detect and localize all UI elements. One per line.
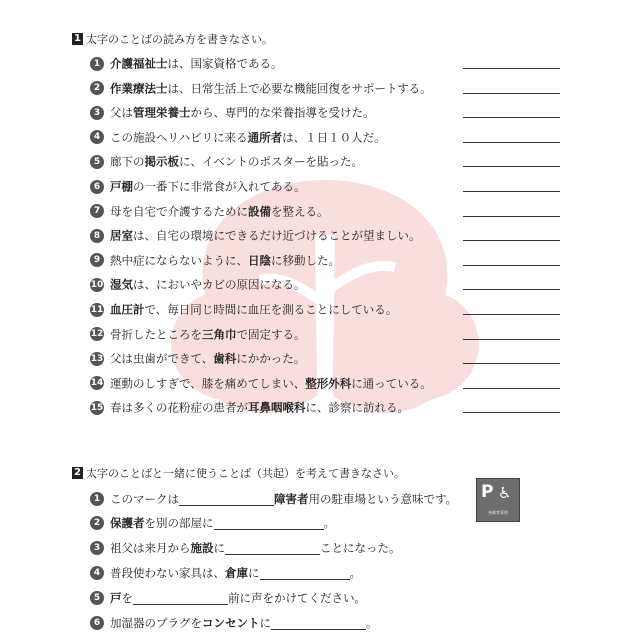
answer-line[interactable] [463, 68, 560, 69]
answer-blank[interactable] [225, 542, 320, 555]
question-bold-term: 血圧計 [110, 302, 145, 317]
question-bold-term: 施設 [190, 541, 214, 556]
sign-caption: 身障者専用 [488, 510, 508, 515]
question-text-post: は、国家資格である。 [167, 56, 283, 71]
question-bold-term: 管理栄養士 [133, 105, 191, 120]
question-text-pre: 祖父は来月から [110, 541, 191, 556]
question-row [90, 490, 565, 506]
question-text [110, 303, 397, 317]
question-text-post: で固定する。 [236, 327, 306, 342]
question-bold-term: 居室 [110, 228, 133, 243]
question-row [90, 515, 565, 531]
question-bold-term: 日陰 [248, 253, 271, 268]
question-text-post: 用の駐車場という意味です。 [308, 491, 458, 506]
question-bold-term: 湿気 [110, 277, 133, 292]
question-text-post: に移動した。 [271, 253, 340, 268]
question-text-post: に、診察に訪れる。 [305, 400, 409, 415]
question-text-post: に [259, 615, 271, 630]
question-row [90, 589, 565, 605]
question-number: 12 [90, 329, 104, 340]
question-text-trailing: 。 [349, 565, 361, 580]
question-bold-term: 戸棚 [110, 179, 133, 194]
question-text [110, 81, 432, 95]
question-number: 11 [90, 304, 104, 315]
question-text-post: は、１日１０人だ。 [282, 130, 386, 145]
answer-line[interactable] [463, 265, 560, 266]
question-text [110, 106, 375, 120]
section1-number: 1 [72, 33, 83, 45]
question-number: 14 [90, 378, 104, 389]
section2-heading [72, 465, 405, 481]
question-number: 5 [90, 591, 104, 605]
answer-line[interactable] [463, 412, 560, 413]
question-number: 7 [90, 204, 104, 218]
question-text-post: は、日常生活上で必要な機能回復をサポートする。 [167, 81, 432, 96]
question-bold-term: 三角巾 [202, 327, 237, 342]
question-text-trailing: ことになった。 [320, 541, 401, 556]
question-row [90, 540, 565, 556]
answer-line[interactable] [463, 216, 560, 217]
question-bold-term: 通所者 [247, 130, 283, 145]
question-text [110, 352, 305, 366]
answer-line[interactable] [463, 363, 560, 364]
answer-line[interactable] [463, 388, 560, 389]
answer-line[interactable] [463, 117, 560, 118]
question-text-trailing: 前に声をかけてください。 [228, 590, 366, 605]
question-text-post: に通っている。 [351, 376, 432, 391]
question-text-pre: 父は虫歯ができて、 [110, 351, 214, 366]
question-text [110, 57, 283, 71]
question-bold-term: 設備 [248, 204, 271, 219]
question-bold-term: 障害者 [274, 491, 309, 506]
question-text-pre: 父は [110, 105, 133, 120]
section1-heading [72, 31, 273, 47]
question-text-post: は、自宅の環境にできるだけ近づけることが望ましい。 [133, 228, 421, 243]
question-bold-term: 歯科 [213, 351, 237, 366]
question-number: 6 [90, 180, 104, 194]
question-text [110, 278, 306, 292]
answer-line[interactable] [463, 166, 560, 167]
question-number: 10 [90, 279, 104, 290]
question-text-pre: 運動のしすぎで、膝を痛めてしまい、 [110, 376, 306, 391]
question-text [110, 616, 378, 630]
answer-line[interactable] [463, 93, 560, 94]
question-text [110, 155, 363, 169]
question-text [110, 566, 361, 580]
question-text-post: の一番下に非常食が入れてある。 [133, 179, 306, 194]
answer-blank[interactable] [214, 517, 324, 530]
question-text-pre: 春は多くの花粉症の患者が [110, 400, 248, 415]
question-text-post: で、毎日同じ時間に血圧を測ることにしている。 [144, 302, 398, 317]
question-text-trailing: 。 [323, 516, 335, 531]
question-text-pre: 熱中症にならないように、 [110, 253, 248, 268]
question-text [110, 253, 340, 267]
question-text [110, 180, 306, 194]
question-text [110, 204, 329, 218]
question-bold-term: 保護者 [110, 516, 145, 531]
question-number: 4 [90, 130, 104, 144]
question-bold-term: 作業療法士 [110, 81, 168, 96]
question-text-pre: この施設へリハビリに来る [110, 130, 248, 145]
question-number: 1 [90, 492, 104, 506]
answer-blank[interactable] [179, 493, 274, 506]
question-text-pre: このマークは [110, 491, 179, 506]
answer-line[interactable] [463, 240, 560, 241]
answer-line[interactable] [463, 339, 560, 340]
question-text-pre: 母を自宅で介護するために [110, 204, 248, 219]
answer-line[interactable] [463, 289, 560, 290]
question-text-pre: 骨折したところを [110, 327, 202, 342]
question-number: 5 [90, 155, 104, 169]
question-number: 15 [90, 402, 104, 413]
question-text-post: にかかった。 [236, 351, 306, 366]
question-text-post: は、においやカビの原因になる。 [133, 277, 306, 292]
question-number: 3 [90, 106, 104, 120]
question-text [110, 541, 401, 555]
question-text [110, 516, 335, 530]
answer-blank[interactable] [133, 592, 228, 605]
question-number: 9 [90, 253, 104, 267]
question-bold-term: 耳鼻咽喉科 [248, 400, 306, 415]
question-bold-term: 戸 [110, 590, 122, 605]
question-text-post: に、イベントのポスターを貼った。 [179, 154, 363, 169]
question-number: 13 [90, 353, 104, 364]
question-row [90, 614, 565, 630]
question-text [110, 492, 457, 506]
answer-line[interactable] [463, 142, 560, 143]
question-number: 8 [90, 229, 104, 243]
section2-number: 2 [72, 467, 83, 479]
question-text-post: に [213, 541, 225, 556]
answer-line[interactable] [463, 314, 560, 315]
question-text-pre: 普段使わない家具は、 [110, 565, 225, 580]
parking-letter: P [481, 482, 494, 502]
question-text-post: に [248, 565, 260, 580]
question-number: 2 [90, 81, 104, 95]
question-text [110, 376, 432, 390]
question-text [110, 591, 366, 605]
question-bold-term: 介護福祉士 [110, 56, 168, 71]
question-number: 4 [90, 566, 104, 580]
question-text-post: を [121, 590, 133, 605]
question-bold-term: 整形外科 [305, 376, 352, 391]
question-text [110, 401, 409, 415]
question-row [90, 564, 565, 580]
question-text-post: を整える。 [271, 204, 329, 219]
question-text-pre: 廊下の [110, 154, 145, 169]
question-bold-term: 倉庫 [225, 565, 248, 580]
question-number: 3 [90, 541, 104, 555]
question-number: 6 [90, 616, 104, 630]
answer-blank[interactable] [260, 567, 350, 580]
section2-heading-text: 太字のことばと一緒に使うことば（共起）を考えて書きなさい。 [86, 467, 405, 480]
question-bold-term: 掲示板 [144, 154, 179, 169]
question-text [110, 130, 386, 144]
wheelchair-icon: ♿ [498, 484, 512, 502]
question-number: 2 [90, 516, 104, 530]
question-text-pre: 加湿器のプラグを [110, 615, 202, 630]
question-text-trailing: 。 [366, 615, 378, 630]
answer-line[interactable] [463, 191, 560, 192]
question-text-post: から、専門的な栄養指導を受けた。 [190, 105, 375, 120]
question-number: 1 [90, 57, 104, 71]
question-text [110, 327, 306, 341]
question-text-post: を別の部屋に [144, 516, 214, 531]
question-text [110, 229, 421, 243]
question-bold-term: コンセント [202, 615, 260, 630]
section1-heading-text: 太字のことばの読み方を書きなさい。 [86, 33, 273, 46]
answer-blank[interactable] [271, 617, 366, 630]
